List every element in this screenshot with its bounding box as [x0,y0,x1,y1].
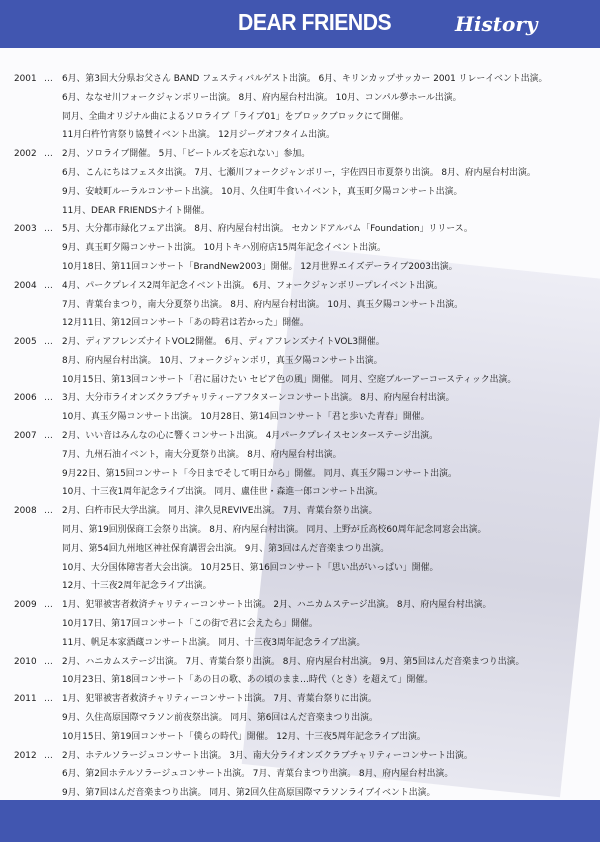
event-text: 7月、青葉台まつり，南大分夏祭り出演。 8月、府内屋台村出演。 10月、真玉夕陽コンサート出演。 [62,299,463,310]
event-text: 10月17日、第17回コンサート「この街で君に会えたら」開催。 [62,619,318,630]
history-line [14,427,589,446]
history-line [14,615,589,634]
history-line [14,164,589,183]
year-label: 2001 [14,73,37,84]
history-line [14,333,589,352]
event-text: 12月11日、第12回コンサート「あの時君は若かった」開催。 [62,318,309,329]
history-line [14,352,589,371]
year-label: 2008 [14,506,37,517]
history-line [14,314,589,333]
event-text: 3月、大分市ライオンズクラブチャリティーアフタヌーンコンサート出演。 8月、府内屋台村出演。 [62,393,455,404]
history-line [14,239,589,258]
history-entry [14,596,589,652]
footer-bar [0,800,600,842]
event-text: 11月臼杵竹宵祭り協賛イベント出演。 12月ジーグオフタイム出演。 [62,130,335,141]
year-label: 2006 [14,393,37,404]
history-line [14,183,589,202]
history-line [14,559,589,578]
event-text: 8月、府内屋台村出演。 10月、フォークジャンボリ，真玉夕陽コンサート出演。 [62,355,383,366]
separator-dots: … [44,694,53,705]
event-text: 10月、真玉夕陽コンサート出演。 10月28日、第14回コンサート「君と歩いた青春」開催。 [62,412,430,423]
history-line [14,277,589,296]
event-text: 7月、九州石油イベント，南大分夏祭り出演。 8月、府内屋台村出演。 [62,449,342,460]
separator-dots: … [44,600,53,611]
event-text: 同月、全曲オリジナル曲によるソロライブ「ライブ01」をブロックブロックにて開催。 [62,111,409,122]
history-line [14,672,589,691]
history-line [14,765,589,784]
year-label: 2011 [14,694,37,705]
history-line [14,108,589,127]
history-line [14,446,589,465]
history-line [14,521,589,540]
history-line [14,145,589,164]
history-line [14,220,589,239]
event-text: 1月、犯罪被害者救済チャリティーコンサート出演。 7月、青葉台祭りに出演。 [62,694,377,705]
event-text: 9月、安岐町ルーラルコンサート出演。 10月、久住町牛食いイベント，真玉町夕陽コンサート出演。 [62,186,463,197]
history-entry [14,427,589,502]
history-line [14,126,589,145]
event-text: 2月、ディアフレンズナイトVOL2開催。 6月、ディアフレンズナイトVOL3開催。 [62,337,385,348]
history-line [14,634,589,653]
history-list [14,70,589,822]
history-line [14,653,589,672]
history-line [14,690,589,709]
year-label: 2002 [14,149,37,160]
history-line [14,578,589,597]
separator-dots: … [44,393,53,404]
separator-dots: … [44,337,53,348]
history-entry [14,145,589,220]
history-entry [14,277,589,333]
event-text: 2月、いい音はみんなの心に響くコンサート出演。 4月パークプレイスセンターステージ出演。 [62,431,438,442]
history-entry [14,333,589,389]
history-line [14,747,589,766]
event-text: 2月、ホテルソラージュコンサート出演。 3月、南大分ライオンズクラブチャリティーコンサート出演。 [62,750,473,761]
history-line [14,709,589,728]
separator-dots: … [44,506,53,517]
history-line [14,408,589,427]
year-label: 2003 [14,224,37,235]
separator-dots: … [44,431,53,442]
event-text: 6月、ななせ川フォークジャンボリー出演。 8月、府内屋台村出演。 10月、コンパル夢ホール出演。 [62,92,462,103]
history-entry [14,220,589,276]
history-line [14,296,589,315]
year-label: 2005 [14,337,37,348]
history-line [14,502,589,521]
history-line [14,258,589,277]
event-text: 9月、久住高原国際マラソン前夜祭出演。 同月、第6回はんだ音楽まつり出演。 [62,713,378,724]
event-text: 10月、十三夜1周年記念ライブ出演。 同月、盧佳世・森進一郎コンサート出演。 [62,487,383,498]
event-text: 5月、大分都市緑化フェア出演。 8月、府内屋台村出演。 セカンドアルバム「Foundation」リリース。 [62,224,473,235]
event-text: 10月、大分国体障害者大会出演。 10月25日、第16回コンサート「思い出がいっぱい」開催。 [62,562,439,573]
event-text: 11月、DEAR FRIENDSナイト開催。 [62,205,210,216]
event-text: 6月、こんにちはフェスタ出演。 7月、七瀬川フォークジャンボリー，宇佐四日市夏祭り出演。 8月、府内屋台村出演。 [62,167,536,178]
event-text: 10月23日、第18回コンサート「あの日の歌、あの頃のまま…時代（とき）を超えて」開催。 [62,675,434,686]
event-text: 同月、第19回別保商工会祭り出演。 8月、府内屋台村出演。 同月、上野が丘高校60周年記念同窓会出演。 [62,525,487,536]
page-subtitle: History [455,12,538,36]
event-text: 2月、ソロライブ開催。 5月、「ビートルズを忘れない」参加。 [62,149,311,160]
event-text: 2月、臼杵市民大学出演。 同月、津久見REVIVE出演。 7月、青葉台祭り出演。 [62,506,378,517]
history-entry [14,70,589,145]
event-text: 9月22日、第15回コンサート「今日までそして明日から」開催。 同月、真玉夕陽コンサート出演。 [62,468,457,479]
event-text: 9月、真玉町夕陽コンサート出演。 10月トキハ別府店15周年記念イベント出演。 [62,243,386,254]
event-text: 10月18日、第11回コンサート「BrandNew2003」開催。 12月世界エイズデーライブ2003出演。 [62,261,458,272]
event-text: 10月15日、第13回コンサート「君に届けたい セピア色の風」開催。 同月、空庭ブルーアーコースティック出演。 [62,374,517,385]
separator-dots: … [44,73,53,84]
separator-dots: … [44,280,53,291]
history-entry [14,690,589,746]
event-text: 6月、第3回大分県お父さん BAND フェスティバルゲスト出演。 6月、キリンカップサッカー 2001 リレーイベント出演。 [62,73,548,84]
year-label: 2009 [14,600,37,611]
year-label: 2007 [14,431,37,442]
event-text: 12月、十三夜2周年記念ライブ出演。 [62,581,212,592]
history-line [14,484,589,503]
history-line [14,70,589,89]
history-line [14,390,589,409]
event-text: 10月15日、第19回コンサート「僕らの時代」開催。 12月、十三夜5周年記念ライブ出演。 [62,731,426,742]
event-text: 6月、第2回ホテルソラージュコンサート出演。 7月、青葉台まつり出演。 8月、府内屋台村出演。 [62,769,454,780]
history-entry [14,502,589,596]
year-label: 2004 [14,280,37,291]
separator-dots: … [44,224,53,235]
history-line [14,596,589,615]
history-line [14,728,589,747]
event-text: 9月、第7回はんだ音楽まつり出演。 同月、第2回久住高原国際マラソンライブイベント出演。 [62,788,436,799]
event-text: 同月、第54回九州地区神社保育講習会出演。 9月、第3回はんだ音楽まつり出演。 [62,543,390,554]
event-text: 4月、パークプレイス2周年記念イベント出演。 6月、フォークジャンボリープレイベント出演。 [62,280,443,291]
separator-dots: … [44,750,53,761]
history-entry [14,390,589,428]
header-bar [0,0,600,48]
separator-dots: … [44,656,53,667]
event-text: 2月、ハニカムステージ出演。 7月、青葉台祭り出演。 8月、府内屋台村出演。 9月、第5回はんだ音楽まつり出演。 [62,656,525,667]
year-label: 2010 [14,656,37,667]
event-text: 11月、帆足本家酒蔵コンサート出演。 同月、十三夜3周年記念ライブ出演。 [62,637,366,648]
history-line [14,89,589,108]
year-label: 2012 [14,750,37,761]
event-text: 1月、犯罪被害者救済チャリティーコンサート出演。 2月、ハニカムステージ出演。 8月、府内屋台村出演。 [62,600,492,611]
history-line [14,371,589,390]
history-line [14,202,589,221]
history-line [14,540,589,559]
page-title: DEAR FRIENDS [238,9,392,35]
history-entry [14,653,589,691]
separator-dots: … [44,149,53,160]
history-line [14,465,589,484]
